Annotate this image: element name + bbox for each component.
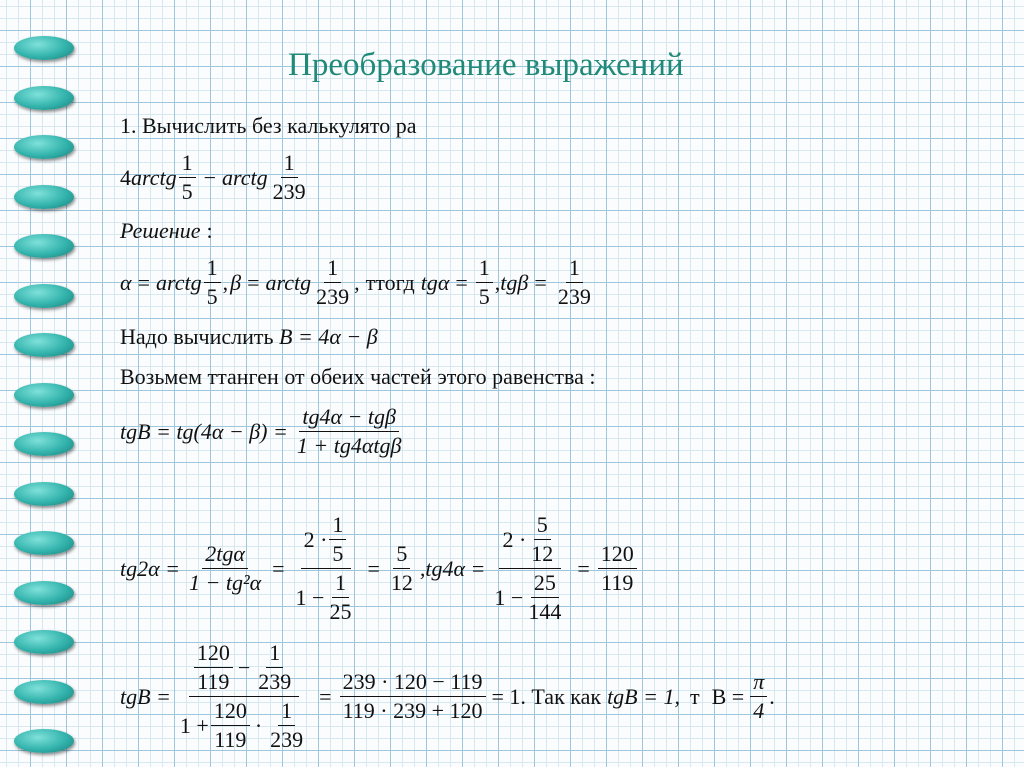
eq: = bbox=[455, 269, 468, 295]
beta: β bbox=[230, 269, 242, 295]
final-lhs: tgB = bbox=[120, 683, 171, 709]
one-minus: 1 − bbox=[295, 584, 325, 610]
binding-ring bbox=[14, 383, 74, 407]
two-dot: 2 · bbox=[502, 526, 527, 552]
tg4-complex-fraction bbox=[491, 512, 569, 625]
num: 1 bbox=[179, 150, 196, 178]
minus: − bbox=[237, 654, 251, 680]
need-expression: B = 4α − β bbox=[279, 324, 378, 349]
one-plus: 1 + bbox=[179, 712, 209, 738]
den: 144 bbox=[528, 599, 562, 624]
b-equals: B = bbox=[711, 683, 745, 709]
tg2-lhs: tg2α = bbox=[120, 555, 181, 581]
den: 119 bbox=[197, 669, 230, 694]
den: 1 + tg4αtgβ bbox=[296, 433, 402, 458]
den: 239 bbox=[270, 727, 304, 752]
fraction-1-239 bbox=[267, 698, 306, 753]
tg: tg bbox=[420, 269, 438, 295]
den: 1 − tg²α bbox=[189, 570, 262, 595]
num: 1 bbox=[476, 255, 493, 283]
num: 120 bbox=[211, 698, 250, 726]
fraction-1-5 bbox=[329, 512, 346, 567]
final-numeric-fraction bbox=[340, 669, 486, 724]
tangent-formula bbox=[120, 404, 406, 459]
num: 239 · 120 − 119 bbox=[340, 669, 486, 697]
fraction-5-12 bbox=[388, 541, 416, 596]
eq: = bbox=[137, 269, 150, 295]
formula-fraction bbox=[294, 404, 405, 459]
fraction-25-144 bbox=[525, 570, 564, 625]
den: 5 bbox=[478, 284, 490, 309]
period: . bbox=[769, 683, 775, 709]
num bbox=[189, 640, 299, 697]
tg: tg bbox=[500, 269, 518, 295]
den: 5 bbox=[332, 541, 344, 566]
two-dot: 2 · bbox=[303, 526, 328, 552]
den: 239 bbox=[272, 179, 306, 204]
binding-ring bbox=[14, 581, 74, 605]
den: 12 bbox=[390, 570, 413, 595]
num: 1 bbox=[204, 255, 221, 283]
num: 1 bbox=[324, 255, 341, 283]
num: 1 bbox=[329, 512, 346, 540]
eq: = bbox=[577, 555, 590, 581]
final-complex-fraction bbox=[177, 640, 311, 753]
binding-ring bbox=[14, 185, 74, 209]
eq: = bbox=[367, 555, 380, 581]
formula-lhs: tgB = tg(4α − β) = bbox=[120, 418, 288, 444]
num: 2tgα bbox=[202, 541, 248, 569]
t-letter: т bbox=[689, 683, 700, 709]
binding-ring bbox=[14, 86, 74, 110]
num: 120 bbox=[194, 640, 233, 668]
binding-ring bbox=[14, 680, 74, 704]
tg2-complex-fraction bbox=[293, 512, 360, 625]
alpha: α bbox=[437, 269, 450, 295]
binding-ring bbox=[14, 729, 74, 753]
take-tangent-text: Возьмем ттанген от обеих частей этого равенства : bbox=[120, 364, 596, 389]
notebook-binding-rings bbox=[0, 0, 90, 767]
task-expression bbox=[120, 150, 311, 205]
num bbox=[301, 512, 352, 569]
fraction-120-119 bbox=[194, 640, 233, 695]
coef-4: 4 bbox=[120, 164, 131, 190]
fraction-1-239 bbox=[270, 150, 309, 205]
binding-ring bbox=[14, 432, 74, 456]
fraction-120-119 bbox=[598, 541, 637, 596]
tg2alpha-line bbox=[120, 512, 639, 625]
binding-ring bbox=[14, 284, 74, 308]
den bbox=[491, 569, 569, 625]
binding-ring bbox=[14, 333, 74, 357]
eq: = bbox=[319, 683, 332, 709]
fraction-1-5 bbox=[179, 150, 196, 205]
result-text: = 1. Так как bbox=[491, 683, 602, 709]
arctg-fn: arctg bbox=[131, 164, 177, 190]
num: 5 bbox=[393, 541, 410, 569]
num: tg4α − tgβ bbox=[299, 404, 399, 432]
binding-ring bbox=[14, 630, 74, 654]
num bbox=[499, 512, 561, 569]
binding-ring bbox=[14, 36, 74, 60]
fraction-1-239 bbox=[313, 255, 352, 310]
final-line bbox=[120, 640, 775, 753]
num: 1 bbox=[281, 150, 298, 178]
eq: = bbox=[272, 555, 285, 581]
minus-sign: − bbox=[203, 164, 217, 190]
num: 25 bbox=[531, 570, 559, 598]
beta: β bbox=[517, 269, 529, 295]
task-statement: 1. Вычислить без калькулято ра bbox=[120, 113, 417, 138]
den: 5 bbox=[206, 284, 218, 309]
need-line bbox=[120, 324, 378, 350]
fraction-120-119 bbox=[211, 698, 250, 753]
alpha-beta-line: α = arctg $\frac{1}{5}$ , β = arctg $\frac{1}{239}$ , ттогд tg α = $\frac{1}{5}$ , tg β = $\frac{1}{239}$ bbox=[120, 255, 596, 310]
binding-ring bbox=[14, 135, 74, 159]
binding-ring bbox=[14, 531, 74, 555]
fraction-5-12 bbox=[528, 512, 556, 567]
num: 1 bbox=[566, 255, 583, 283]
colon: : bbox=[206, 218, 213, 243]
den: 5 bbox=[181, 179, 193, 204]
alpha: α bbox=[120, 269, 132, 295]
tgb-equals-one: tgB = 1, bbox=[607, 683, 680, 709]
den: 4 bbox=[753, 698, 765, 723]
den: 239 bbox=[557, 284, 591, 309]
den: 25 bbox=[329, 599, 352, 624]
solution-word: Решение bbox=[120, 218, 201, 243]
binding-ring bbox=[14, 482, 74, 506]
dot: · bbox=[254, 712, 263, 738]
num: 1 bbox=[332, 570, 349, 598]
fraction-pi-4 bbox=[750, 669, 767, 724]
den bbox=[177, 697, 311, 753]
fraction-1-5 bbox=[476, 255, 493, 310]
den: 119 · 239 + 120 bbox=[342, 698, 483, 723]
arctg: arctg bbox=[155, 269, 202, 295]
binding-ring bbox=[14, 234, 74, 258]
then-word: ттогд bbox=[365, 269, 415, 295]
arctg: arctg bbox=[265, 269, 312, 295]
num: 5 bbox=[534, 512, 551, 540]
page-title: Преобразование выражений bbox=[288, 47, 684, 83]
need-text: Надо вычислить bbox=[120, 324, 274, 349]
fraction-1-5 bbox=[204, 255, 221, 310]
den: 239 bbox=[316, 284, 350, 309]
num: π bbox=[750, 669, 767, 697]
tg2-formula-fraction bbox=[186, 541, 264, 596]
tg4-lhs: ,tg4α = bbox=[419, 555, 486, 581]
den: 239 bbox=[258, 669, 292, 694]
one-minus: 1 − bbox=[494, 584, 524, 610]
fraction-1-239 bbox=[555, 255, 594, 310]
eq: = bbox=[534, 269, 547, 295]
fraction-1-25 bbox=[326, 570, 354, 625]
num: 120 bbox=[598, 541, 637, 569]
fraction-1-239 bbox=[255, 640, 294, 695]
num: 1 bbox=[278, 698, 295, 726]
den bbox=[293, 569, 360, 625]
num: 1 bbox=[266, 640, 283, 668]
eq: = bbox=[247, 269, 260, 295]
den: 12 bbox=[531, 541, 554, 566]
den: 119 bbox=[214, 727, 247, 752]
den: 119 bbox=[601, 570, 634, 595]
arctg-fn-2: arctg bbox=[222, 164, 268, 190]
solution-label bbox=[120, 218, 213, 244]
